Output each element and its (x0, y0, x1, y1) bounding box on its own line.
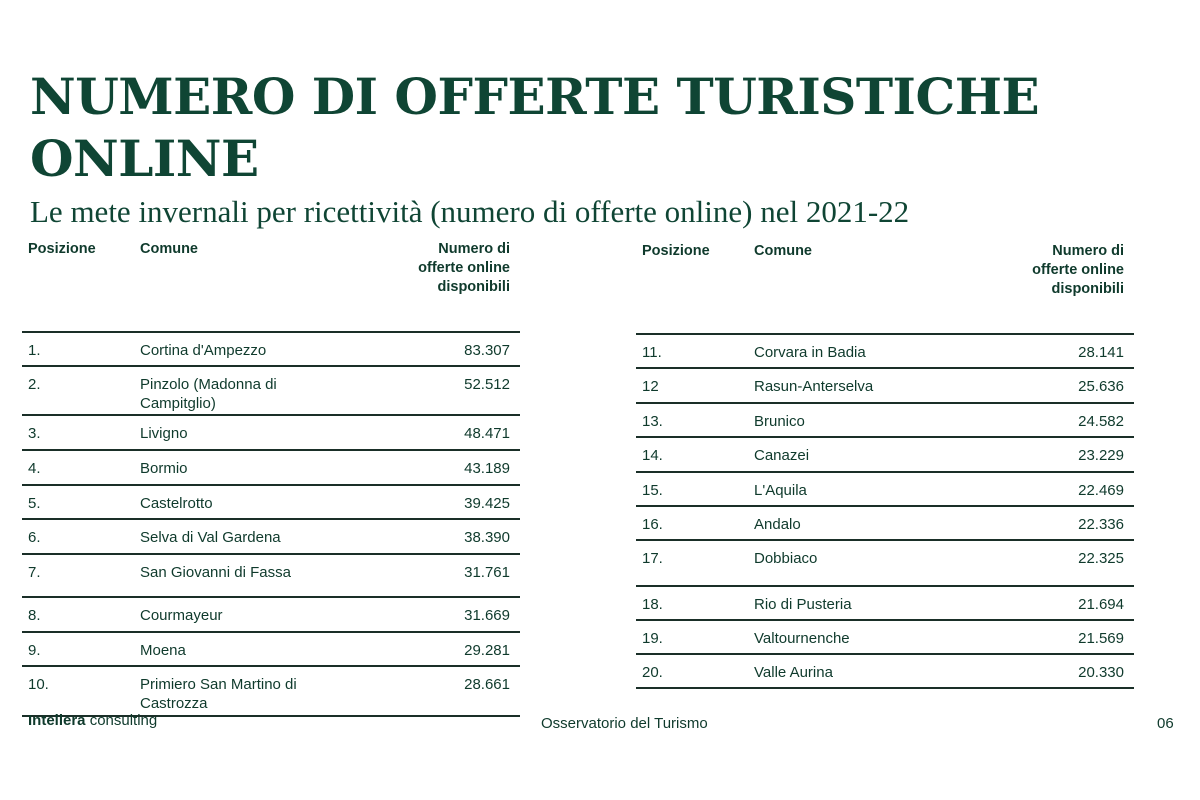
row-position: 1. (28, 342, 41, 359)
row-comune: Dobbiaco (754, 550, 818, 567)
row-comune: Valle Aurina (754, 664, 833, 681)
row-position: 12 (642, 378, 659, 395)
table-row (636, 505, 1134, 533)
row-position: 4. (28, 460, 41, 477)
row-comune: Selva di Val Gardena (140, 529, 281, 546)
row-value: 20.330 (1078, 664, 1124, 681)
header-comune: Comune (140, 241, 198, 257)
row-position: 14. (642, 447, 663, 464)
table-row (22, 518, 520, 546)
row-position: 9. (28, 642, 41, 659)
row-value: 25.636 (1078, 378, 1124, 395)
row-value: 22.325 (1078, 550, 1124, 567)
table-bottom-rule (636, 687, 1134, 689)
row-value: 52.512 (464, 376, 510, 393)
row-value: 31.761 (464, 564, 510, 581)
row-position: 19. (642, 630, 663, 647)
row-value: 23.229 (1078, 447, 1124, 464)
row-comune: Courmayeur (140, 607, 223, 624)
page-title: NUMERO DI OFFERTE TURISTICHE ONLINE (30, 67, 1040, 188)
row-position: 2. (28, 376, 41, 393)
row-position: 7. (28, 564, 41, 581)
row-position: 3. (28, 425, 41, 442)
table-row (636, 402, 1134, 430)
row-value: 22.469 (1078, 482, 1124, 499)
table-row (636, 653, 1134, 681)
row-comune: San Giovanni di Fassa (140, 564, 291, 581)
footer-brand: Intellera consulting (28, 712, 158, 729)
table-row (22, 484, 520, 512)
table-row (22, 596, 520, 624)
row-value: 39.425 (464, 495, 510, 512)
row-comune: Andalo (754, 516, 801, 533)
header-comune: Comune (754, 243, 812, 259)
table-row (22, 553, 520, 581)
header-position: Posizione (28, 241, 96, 257)
row-position: 10. (28, 676, 49, 693)
row-position: 18. (642, 596, 663, 613)
row-position: 6. (28, 529, 41, 546)
row-value: 28.141 (1078, 344, 1124, 361)
row-comune: Castelrotto (140, 495, 213, 512)
table-row (22, 414, 520, 442)
row-comune: Corvara in Badia (754, 344, 866, 361)
row-position: 16. (642, 516, 663, 533)
row-position: 15. (642, 482, 663, 499)
header-number: Numero di offerte online disponibili (418, 241, 510, 295)
table-row (22, 631, 520, 659)
row-position: 20. (642, 664, 663, 681)
row-position: 17. (642, 550, 663, 567)
row-comune: Livigno (140, 425, 188, 442)
row-comune: Brunico (754, 413, 805, 430)
page-subtitle: Le mete invernali per ricettività (numero di offerte online) nel 2021-22 (30, 194, 910, 229)
row-comune: Primiero San Martino di Castrozza (140, 676, 297, 712)
row-comune: Pinzolo (Madonna di Campitglio) (140, 376, 277, 412)
row-value: 83.307 (464, 342, 510, 359)
table-row (636, 619, 1134, 647)
table-row (636, 436, 1134, 464)
row-comune: Bormio (140, 460, 188, 477)
row-comune: Rio di Pusteria (754, 596, 852, 613)
row-comune: L'Aquila (754, 482, 807, 499)
table-row (636, 471, 1134, 499)
row-value: 29.281 (464, 642, 510, 659)
header-number: Numero di offerte online disponibili (1032, 243, 1124, 297)
table-row (22, 331, 520, 359)
row-comune: Canazei (754, 447, 810, 464)
table-row (22, 665, 520, 712)
row-value: 38.390 (464, 529, 510, 546)
row-value: 48.471 (464, 425, 510, 442)
row-value: 21.569 (1078, 630, 1124, 647)
footer-center: Osservatorio del Turismo (541, 715, 708, 732)
row-value: 28.661 (464, 676, 510, 693)
ranking-table-left (22, 240, 520, 720)
row-value: 22.336 (1078, 516, 1124, 533)
table-row (636, 367, 1134, 395)
row-value: 31.669 (464, 607, 510, 624)
table-row (636, 539, 1134, 567)
table-row (636, 333, 1134, 361)
ranking-table-right (636, 242, 1134, 702)
table-row (22, 365, 520, 412)
row-position: 8. (28, 607, 41, 624)
row-value: 43.189 (464, 460, 510, 477)
row-comune: Rasun-Anterselva (754, 378, 874, 395)
row-comune: Valtournenche (754, 630, 850, 647)
row-value: 21.694 (1078, 596, 1124, 613)
row-comune: Moena (140, 642, 186, 659)
row-position: 5. (28, 495, 41, 512)
row-comune: Cortina d'Ampezzo (140, 342, 267, 359)
table-row (22, 449, 520, 477)
table-row (636, 585, 1134, 613)
row-position: 11. (642, 344, 662, 361)
row-position: 13. (642, 413, 663, 430)
row-value: 24.582 (1078, 413, 1124, 430)
page-number: 06 (1157, 715, 1174, 732)
header-position: Posizione (642, 243, 710, 259)
